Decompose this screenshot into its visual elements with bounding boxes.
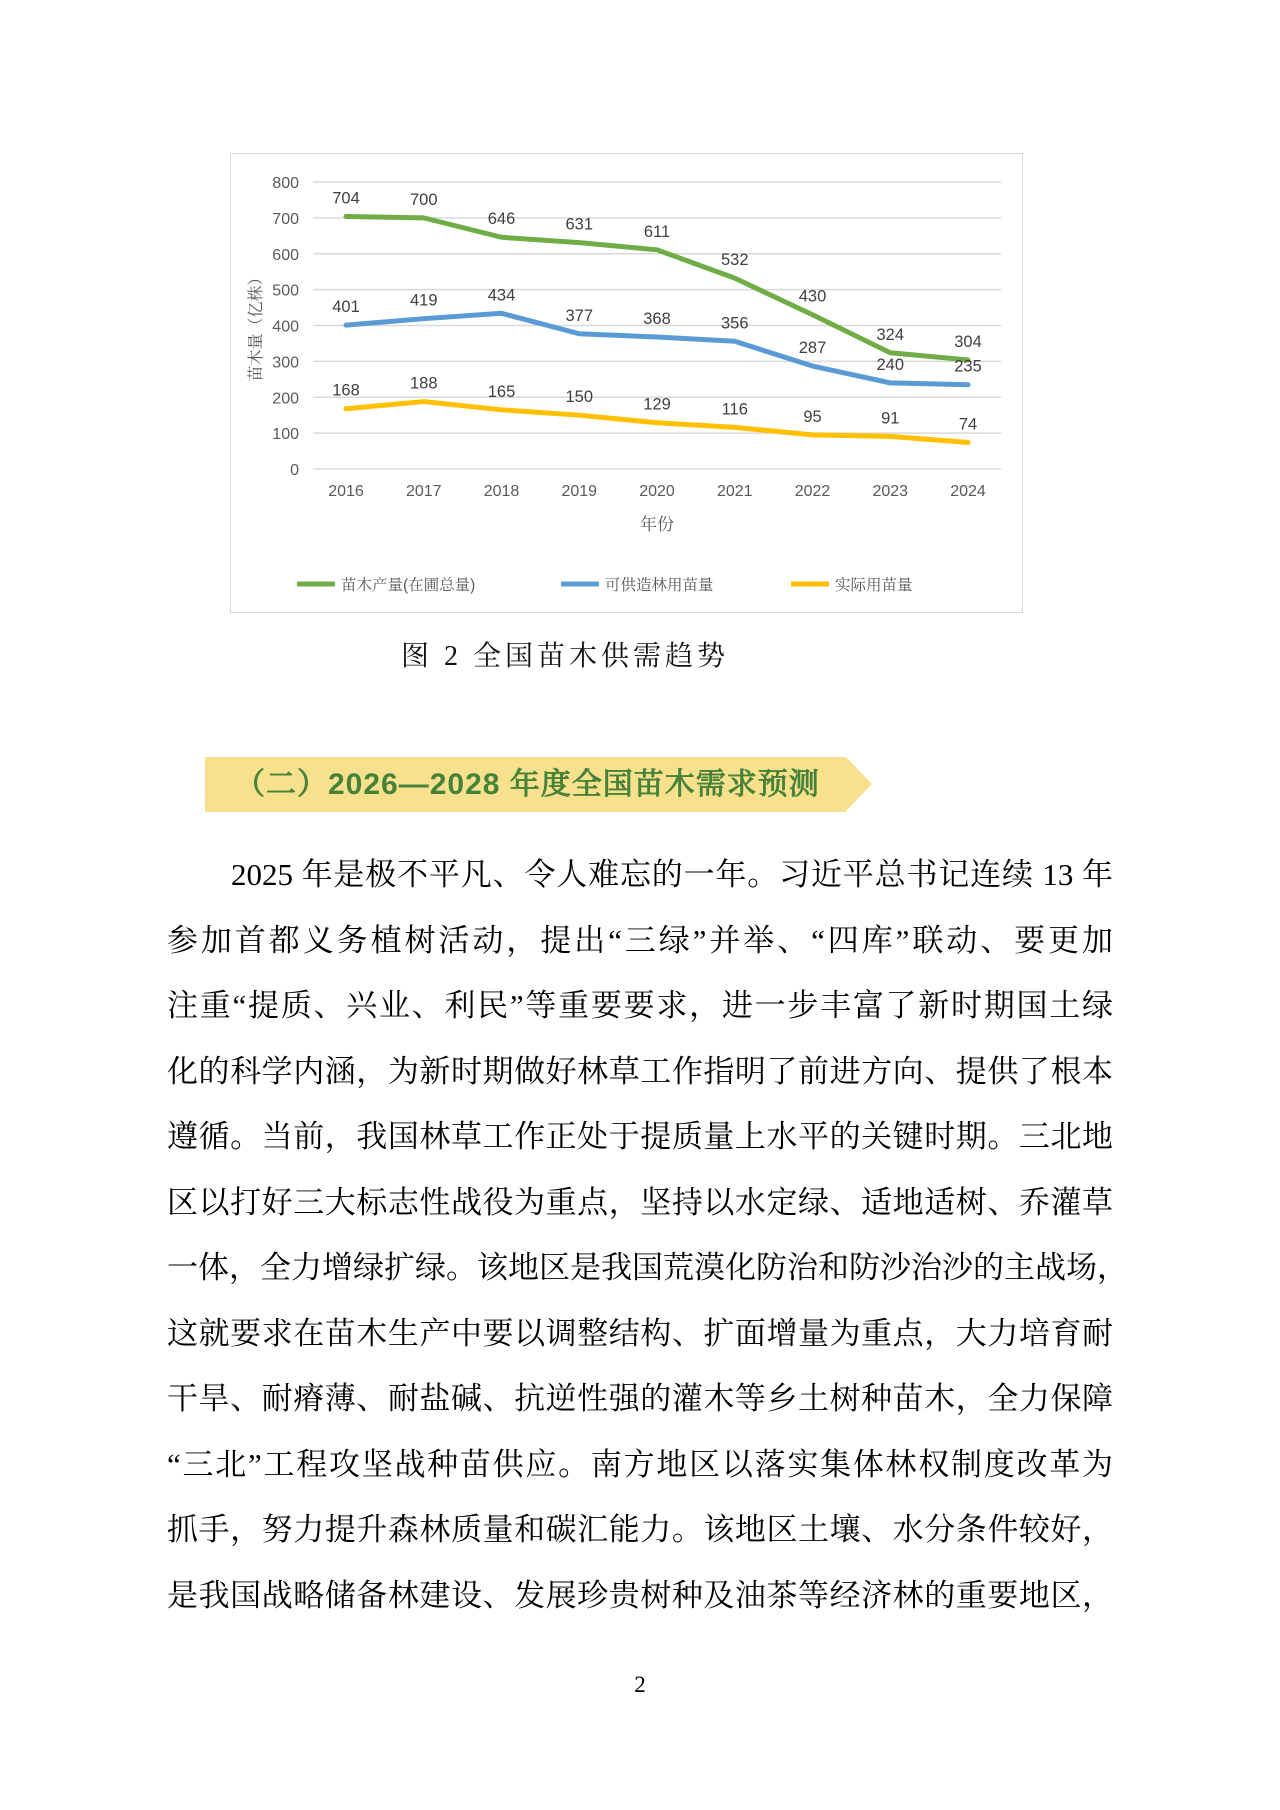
data-label: 95 [803, 407, 822, 426]
legend-label: 苗木产量(在圃总量) [341, 577, 476, 594]
data-label: 646 [487, 210, 516, 229]
data-label: 356 [720, 314, 749, 333]
data-label: 235 [954, 357, 982, 376]
data-label: 150 [565, 388, 594, 407]
figure-caption: 图 2 全国苗木供需趋势 [400, 641, 729, 672]
paragraph-line: 干旱、耐瘠薄、耐盐碱、抗逆性强的灌木等乡土树种苗木，全力保障 [167, 1381, 1113, 1416]
paragraph-line: “三北”工程攻坚战种苗供应。南方地区以落实集体林权制度改革为 [167, 1446, 1113, 1482]
data-label: 419 [409, 291, 438, 310]
paragraph-line: 遵循。当前，我国林草工作正处于提质量上水平的关键时期。三北地 [167, 1119, 1113, 1154]
data-label: 168 [332, 381, 360, 400]
page-number: 2 [634, 1672, 646, 1697]
data-label: 129 [643, 395, 671, 414]
body-paragraph [167, 842, 1128, 1628]
data-label: 304 [954, 332, 982, 351]
line-chart [231, 154, 1022, 612]
y-tick-label: 500 [272, 282, 299, 300]
x-axis-title: 年份 [640, 515, 674, 534]
y-tick-label: 300 [272, 354, 299, 372]
y-tick-label: 200 [272, 390, 299, 408]
paragraph-line: 区以打好三大标志性战役为重点，坚持以水定绿、适地适树、乔灌草 [167, 1184, 1113, 1220]
paragraph-line: 化的科学内涵，为新时期做好林草工作指明了前进方向、提供了根本 [167, 1053, 1113, 1089]
data-label: 116 [721, 400, 748, 419]
paragraph-line: 这就要求在苗木生产中要以调整结构、扩面增量为重点，大力培育耐 [167, 1315, 1113, 1351]
legend-label: 可供造林用苗量 [605, 577, 714, 594]
seedling-trend-chart-frame [230, 153, 1023, 613]
data-label: 91 [881, 409, 900, 428]
paragraph-line: 注重“提质、兴业、利民”等重要要求，进一步丰富了新时期国土绿 [167, 988, 1113, 1023]
data-label: 430 [798, 287, 827, 306]
x-tick-label: 2016 [328, 483, 364, 500]
paragraph-line: 2025 年是极不平凡、令人难忘的一年。习近平总书记连续 13 年 [231, 857, 1113, 892]
y-tick-label: 600 [272, 246, 299, 264]
section-heading-banner: （二）2026—2028 年度全国苗木需求预测 [205, 757, 846, 812]
y-tick-label: 700 [272, 210, 299, 228]
data-label: 74 [958, 415, 978, 434]
paragraph-line: 抓手，努力提升森林质量和碳汇能力。该地区土壤、水分条件较好， [167, 1512, 1113, 1547]
legend-label: 实际用苗量 [835, 577, 913, 594]
y-tick-label: 100 [272, 426, 299, 444]
x-tick-label: 2024 [950, 483, 986, 500]
data-label: 165 [487, 382, 516, 401]
y-tick-label: 0 [290, 462, 299, 479]
x-tick-label: 2018 [483, 483, 520, 500]
data-label: 287 [798, 339, 827, 358]
x-tick-label: 2019 [561, 483, 598, 500]
paragraph-line: 一体，全力增绿扩绿。该地区是我国荒漠化防治和防沙治沙的主战场， [167, 1250, 1128, 1285]
data-label: 368 [643, 309, 671, 328]
data-label: 611 [643, 222, 671, 241]
data-label: 324 [876, 325, 905, 344]
x-tick-label: 2021 [716, 483, 753, 500]
data-label: 434 [487, 286, 516, 305]
data-label: 631 [565, 215, 594, 234]
x-tick-label: 2020 [639, 483, 675, 500]
paragraph-line: 是我国战略储备林建设、发展珍贵树种及油茶等经济林的重要地区， [167, 1577, 1113, 1613]
y-tick-label: 800 [272, 175, 299, 192]
data-label: 188 [409, 374, 438, 393]
y-tick-label: 400 [272, 318, 299, 336]
x-tick-label: 2023 [872, 483, 909, 500]
data-label: 532 [720, 251, 749, 270]
x-tick-label: 2017 [405, 483, 442, 500]
y-axis-title: 苗木量（亿株） [248, 269, 265, 382]
data-label: 377 [565, 306, 594, 325]
data-label: 401 [332, 298, 360, 317]
data-label: 240 [876, 355, 905, 374]
data-label: 700 [409, 190, 438, 209]
x-tick-label: 2022 [794, 483, 831, 500]
paragraph-line: 参加首都义务植树活动，提出“三绿”并举、“四库”联动、要更加 [167, 922, 1113, 958]
data-label: 704 [332, 189, 360, 208]
